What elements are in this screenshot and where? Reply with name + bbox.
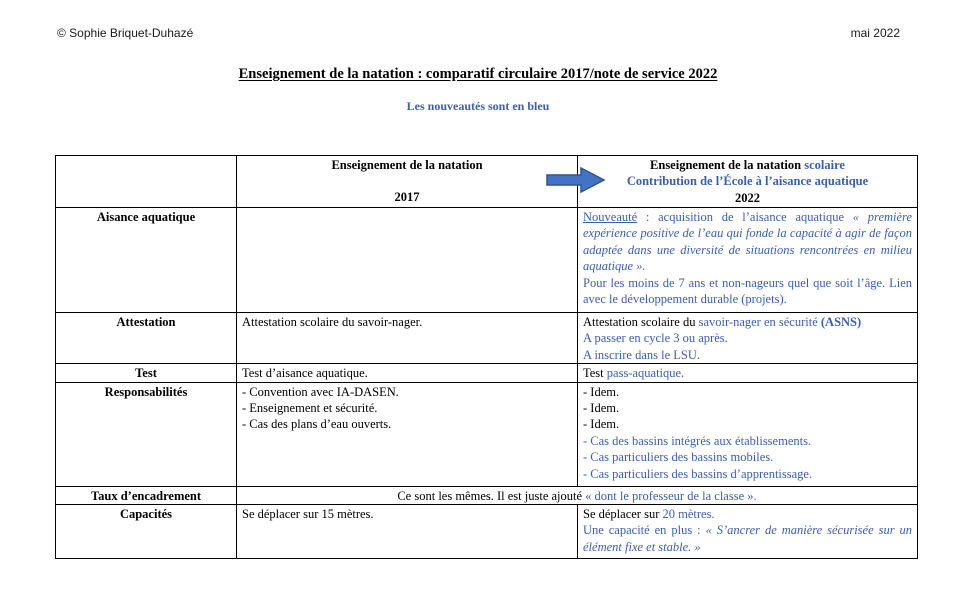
date-text: mai 2022 xyxy=(850,26,900,40)
comparison-table xyxy=(55,155,918,559)
taux-merged-cell: Ce sont les mêmes. Il est juste ajouté « dont le professeur de la classe ». xyxy=(237,486,918,504)
header-2017-title: Enseignement de la natation xyxy=(331,158,483,172)
attestation-line-2: A passer en cycle 3 ou après. xyxy=(583,331,728,346)
list-item: - Convention avec IA-DASEN. xyxy=(242,384,399,399)
aisance-2022-cell xyxy=(578,208,918,313)
capacites-line-1: Se déplacer sur 20 mètres. xyxy=(583,507,715,522)
list-item: - Cas des bassins intégrés aux établissements. xyxy=(583,433,812,448)
page-title xyxy=(0,66,956,83)
page-title-text: Enseignement de la natation : comparatif circulaire 2017/note de service 2022 xyxy=(238,66,718,82)
list-item: - Cas des plans d’eau ouverts. xyxy=(242,417,392,432)
attestation-2017-cell: Attestation scolaire du savoir-nager. xyxy=(237,313,578,364)
attestation-line-1: Attestation scolaire du savoir-nager en sécurité (ASNS) xyxy=(583,315,862,329)
table-row xyxy=(56,208,918,313)
table-row xyxy=(56,486,918,504)
list-item: - Idem. xyxy=(583,417,620,432)
test-2017-cell: Test d’aisance aquatique. xyxy=(237,364,578,382)
table-row xyxy=(56,382,918,486)
aisance-paragraph-2: Pour les moins de 7 ans et non-nageurs quel que soit l’âge. Lien avec le développement durable (projets). xyxy=(583,275,912,307)
table-row xyxy=(56,364,918,382)
list-item: - Cas particuliers des bassins mobiles. xyxy=(583,450,774,465)
attestation-line-3: A inscrire dans le LSU. xyxy=(583,347,700,362)
table-header-row xyxy=(56,156,918,208)
header-2022-title: Enseignement de la natation scolaire xyxy=(650,158,845,172)
table-row xyxy=(56,505,918,559)
list-item: - Cas particuliers des bassins d’apprentissage. xyxy=(583,466,813,481)
header-2022-subtitle: Contribution de l’École à l’aisance aquatique xyxy=(626,174,869,189)
page-subtitle: Les nouveautés sont en bleu xyxy=(406,99,550,113)
right-block-arrow-icon xyxy=(546,167,606,193)
table-row xyxy=(56,313,918,364)
test-2022-cell: Test pass-aquatique. xyxy=(578,364,918,382)
row-label-test: Test xyxy=(56,364,237,382)
row-label-responsabilites: Responsabilités xyxy=(56,382,237,486)
capacites-2022-cell xyxy=(578,505,918,559)
row-label-taux: Taux d’encadrement xyxy=(56,486,237,504)
capacites-line-2: Une capacité en plus : « S’ancrer de manière sécurisée sur un élément fixe et stable. » xyxy=(583,523,912,554)
header-2017-year: 2017 xyxy=(394,190,420,205)
row-label-aisance: Aisance aquatique xyxy=(56,208,237,313)
header-empty-cell xyxy=(56,156,237,208)
aisance-2017-cell xyxy=(237,208,578,313)
attestation-2022-cell xyxy=(578,313,918,364)
list-item: - Idem. xyxy=(583,401,620,416)
aisance-paragraph-1: Nouveauté : acquisition de l’aisance aquatique « première expérience positive de l’eau qui fonde la capacité à agir de façon adaptée dans une diversité de situations rencontrées en milieu aquatique ». xyxy=(583,210,912,274)
list-item: - Idem. xyxy=(583,384,620,399)
responsabilites-2017-cell xyxy=(237,382,578,486)
header-2022-year: 2022 xyxy=(735,190,760,205)
capacites-2017-cell: Se déplacer sur 15 mètres. xyxy=(237,505,578,559)
row-label-capacites: Capacités xyxy=(56,505,237,559)
list-item: - Enseignement et sécurité. xyxy=(242,401,378,416)
copyright-text: © Sophie Briquet-Duhazé xyxy=(57,26,194,40)
responsabilites-2022-cell xyxy=(578,382,918,486)
header-2017-cell xyxy=(237,156,578,208)
row-label-attestation: Attestation xyxy=(56,313,237,364)
header-2022-cell xyxy=(578,156,918,208)
